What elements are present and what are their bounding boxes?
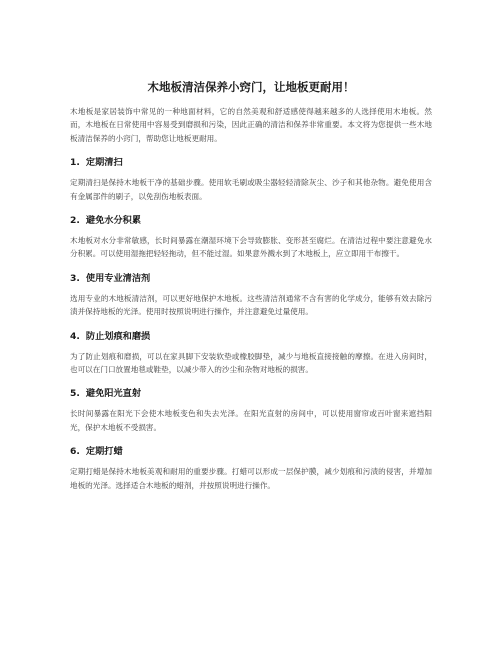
section-body: 长时间暴露在阳光下会使木地板变色和失去光泽。在阳光直射的房间中，可以使用窗帘或百叶窗来遮挡阳光，保护木地板不受损害。 (70, 409, 432, 432)
section-body: 木地板对水分非常敏感，长时间暴露在潮湿环境下会导致膨胀、变形甚至腐烂。在清洁过程中要注意避免水分积累。可以使用湿拖把轻轻拖动，但不能过湿。如果意外溅水到了木地板上，应立即用干布擦干。 (70, 236, 432, 259)
section-4 (70, 331, 432, 377)
document-title: 木地板清洁保养小窍门，让地板更耐用！ (147, 80, 355, 94)
section-1 (70, 157, 432, 203)
section-number: 5. (70, 388, 80, 400)
section-3 (70, 273, 432, 319)
section-number: 4. (70, 330, 80, 342)
section-number: 3. (70, 272, 80, 284)
section-number: 1. (70, 157, 80, 169)
section-title: 定期打蜡 (85, 446, 123, 458)
section-number: 2. (70, 215, 80, 227)
section-5 (70, 388, 432, 434)
section-body: 定期打蜡是保持木地板美观和耐用的重要步骤。打蜡可以形成一层保护膜，减少划痕和污渍的侵害，并增加地板的光泽。选择适合木地板的蜡剂，并按照说明进行操作。 (70, 467, 432, 490)
section-number: 6. (70, 446, 80, 458)
section-body: 选用专业的木地板清洁剂，可以更好地保护木地板。这些清洁剂通常不含有害的化学成分，能够有效去除污渍并保持地板的光泽。使用时按照说明进行操作，并注意避免过量使用。 (70, 293, 432, 317)
section-body: 为了防止划痕和磨损，可以在家具脚下安装软垫或橡胶脚垫，减少与地板直接接触的摩擦。在进入房间时，也可以在门口放置地毯或鞋垫，以减少带入的沙尘和杂物对地板的损害。 (70, 351, 432, 375)
section-heading (70, 446, 432, 458)
section-6 (70, 446, 432, 492)
section-heading (70, 157, 432, 169)
section-body: 定期清扫是保持木地板干净的基础步骤。使用软毛刷或吸尘器轻轻清除灰尘、沙子和其他杂物。避免使用含有金属部件的刷子，以免刮伤地板表面。 (70, 178, 432, 201)
section-title: 使用专业清洁剂 (85, 272, 151, 284)
section-heading (70, 215, 432, 227)
section-title: 防止划痕和磨损 (85, 330, 151, 342)
intro-paragraph: 木地板是家居装饰中常见的一种地面材料，它的自然美观和舒适感使得越来越多的人选择使用木地板。然而，木地板在日常使用中容易受到磨损和污染，因此正确的清洁和保养非常重要。本文将为您提供一些木地板清洁保养的小窍门，帮助您让地板更耐用。 (70, 107, 432, 143)
section-heading (70, 273, 432, 285)
section-2 (70, 215, 432, 261)
section-title: 避免阳光直射 (85, 388, 142, 400)
section-heading (70, 388, 432, 400)
section-title: 避免水分积累 (85, 215, 142, 227)
section-title: 定期清扫 (85, 157, 123, 169)
section-heading (70, 331, 432, 343)
